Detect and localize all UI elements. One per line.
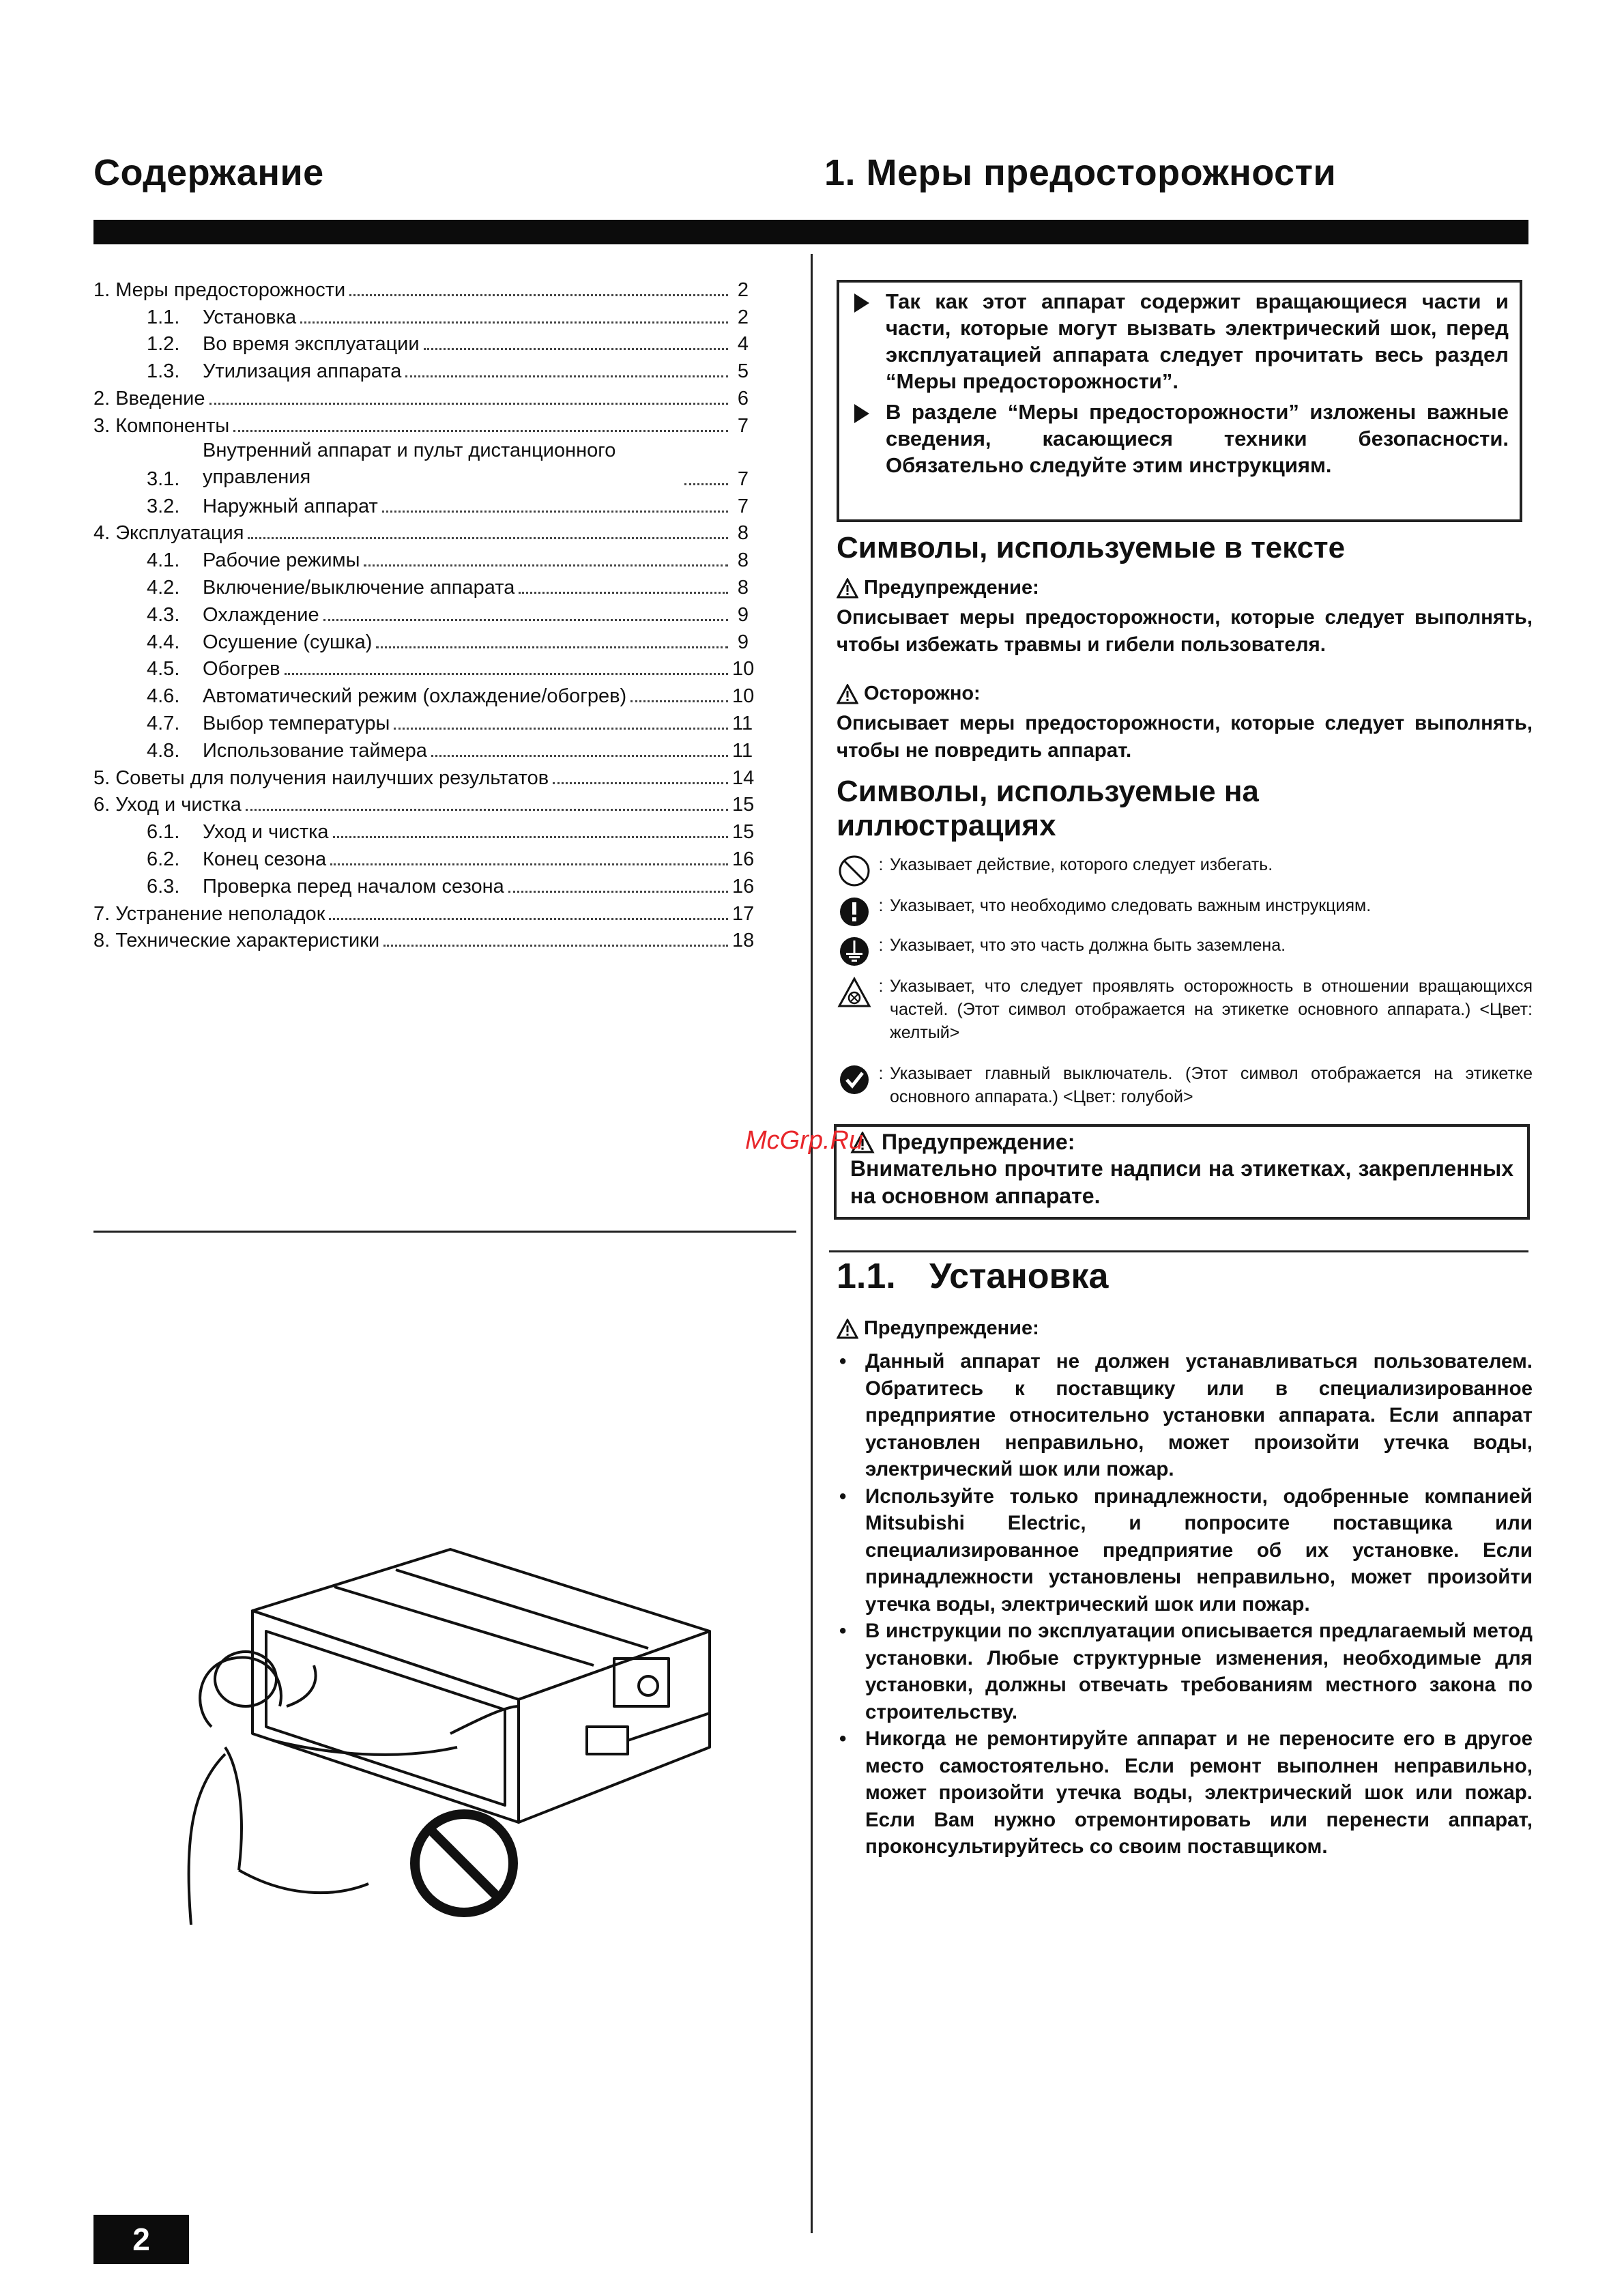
toc-number: 3.2. — [147, 495, 180, 517]
contents-title: Содержание — [93, 152, 324, 193]
toc-entry — [93, 680, 755, 708]
symbol-row: : Указывает, что необходимо следовать важным инструкциям. — [837, 894, 1533, 930]
toc-leader — [349, 294, 728, 296]
caution-icon — [837, 684, 858, 704]
toc-entry — [93, 383, 749, 410]
toc-entry — [93, 925, 755, 953]
toc-entry — [93, 491, 749, 518]
toc-number: 1. — [93, 278, 111, 301]
toc-entry — [93, 437, 749, 491]
toc-entry — [93, 735, 753, 762]
toc-title: Использование таймера — [203, 739, 427, 762]
toc-title: Охлаждение — [203, 603, 319, 626]
main-switch-icon — [837, 1062, 872, 1097]
toc-title: Компоненты — [115, 414, 230, 437]
toc-title: Уход и чистка — [115, 794, 242, 816]
toc-page: 7 — [737, 414, 749, 437]
toc-number: 6. — [93, 794, 111, 816]
toc-title: Проверка перед началом сезона — [203, 875, 504, 898]
toc-page: 5 — [737, 360, 749, 383]
toc-entry — [93, 518, 749, 545]
toc-title: Наружный аппарат — [203, 495, 378, 517]
toc-entry — [93, 545, 749, 572]
warning-icon — [837, 578, 858, 599]
toc-title: Советы для получения наилучших результатов — [115, 766, 549, 789]
toc-entry — [93, 790, 755, 817]
toc-page: 17 — [732, 902, 755, 925]
toc-number: 4.2. — [147, 576, 180, 599]
toc-number: 7. — [93, 902, 111, 925]
list-item: • Используйте только принадлежности, одобренные компанией Mitsubishi Electric, и попросите поставщика или специализированное предприятие об их установке. Если принадлежности установлены неправильно, может произойти утечка воды, электрический шок или пожар. — [839, 1484, 1533, 1616]
toc-title: Рабочие режимы — [203, 549, 360, 572]
toc-number: 4.8. — [147, 739, 180, 762]
arrow-icon — [854, 293, 869, 313]
toc-title: Включение/выключение аппарата — [203, 576, 515, 599]
toc-leader — [364, 564, 728, 566]
toc-page: 8 — [737, 576, 749, 599]
symbol-row: : Указывает, что это часть должна быть заземлена. — [837, 934, 1533, 969]
toc-leader — [233, 430, 728, 432]
section-title: 1. Меры предосторожности — [824, 152, 1337, 193]
toc-page: 10 — [732, 685, 755, 708]
toc-title: Уход и чистка — [203, 821, 329, 844]
mandatory-icon — [837, 894, 872, 930]
toc-number: 3.1. — [147, 468, 180, 490]
toc-entry — [93, 302, 749, 329]
toc-page: 11 — [732, 739, 753, 762]
watermark: McGrp.Ru — [745, 1126, 864, 1155]
toc-entry — [93, 599, 749, 627]
warning-icon — [837, 1319, 858, 1339]
toc-page: 16 — [732, 848, 755, 870]
intro-item: Так как этот аппарат содержит вращающиеся части и части, которые могут вызвать электрический шок, перед эксплуатацией аппарата следует прочитать весь раздел “Меры предосторожности”. — [850, 288, 1509, 394]
prohibited-icon — [415, 1814, 513, 1912]
toc-page: 18 — [732, 930, 755, 952]
toc-number: 8. — [93, 930, 111, 952]
intro-warning-box — [837, 280, 1522, 522]
toc-leader — [333, 836, 728, 838]
symbol-row: : Указывает главный выключатель. (Этот символ отображается на этикетке основного аппарата.) <Цвет: голубой> — [837, 1062, 1533, 1108]
toc-entry — [93, 572, 749, 599]
toc-number: 1.2. — [147, 333, 180, 356]
toc-entry — [93, 871, 755, 898]
toc-number: 5. — [93, 766, 111, 789]
symbol-row: : Указывает, что следует проявлять осторожность в отношении вращающихся частей. (Этот символ отображается на этикетке основного аппарата.) <Цвет: желтый> — [837, 975, 1533, 1044]
page-number: 2 — [93, 2215, 189, 2264]
toc-number: 4.3. — [147, 603, 180, 626]
prohibited-icon — [837, 853, 872, 889]
toc-leader — [329, 918, 728, 920]
toc-entry — [93, 356, 749, 383]
toc-entry — [93, 274, 749, 302]
toc-number: 4.7. — [147, 712, 180, 734]
toc-leader — [376, 646, 728, 648]
toc-page: 2 — [737, 278, 749, 301]
toc-title: Осушение (сушка) — [203, 631, 373, 653]
toc-number: 1.3. — [147, 360, 180, 383]
toc-number: 1.1. — [147, 306, 180, 328]
toc-title: Обогрев — [203, 658, 280, 680]
toc-leader — [246, 809, 728, 811]
toc-leader — [382, 511, 728, 513]
toc-title: Меры предосторожности — [115, 278, 346, 301]
toc-number: 3. — [93, 414, 111, 437]
toc-number: 4.6. — [147, 685, 180, 708]
toc-entry — [93, 708, 753, 735]
toc-leader — [248, 537, 728, 539]
toc-title: Во время эксплуатации — [203, 333, 420, 356]
toc-leader — [519, 592, 728, 594]
toc-leader — [553, 782, 728, 784]
label-warning-box — [834, 1124, 1530, 1220]
toc-page: 15 — [732, 794, 755, 816]
caution-label: Осторожно: — [837, 683, 981, 705]
text-symbols-title: Символы, используемые в тексте — [837, 531, 1346, 564]
toc-page: 10 — [732, 658, 755, 680]
toc-page: 11 — [732, 712, 753, 734]
toc-title: Эксплуатация — [115, 522, 244, 545]
toc-page: 2 — [737, 306, 749, 328]
toc-entry — [93, 329, 749, 356]
label-box-text: Внимательно прочтите надписи на этикетках, закрепленных на основном аппарате. — [850, 1156, 1513, 1208]
toc-entry — [93, 654, 755, 681]
table-of-contents — [93, 274, 755, 952]
toc-leader — [323, 619, 728, 621]
toc-title: Устранение неполадок — [115, 902, 325, 925]
toc-leader — [300, 321, 728, 324]
caution-description: Описывает меры предосторожности, которые следует выполнять, чтобы не повредить аппарат. — [837, 712, 1533, 762]
toc-title: Технические характеристики — [115, 930, 380, 952]
toc-title: Автоматический режим (охлаждение/обогрев) — [203, 685, 627, 708]
toc-entry — [93, 762, 755, 790]
toc-page: 14 — [732, 766, 755, 789]
list-item: • Никогда не ремонтируйте аппарат и не переносите его в другое место самостоятельно. Если ремонт выполнен неправильно, может произойти утечка воды, электрический шок или пожар. Если Вам нужно отремонтировать или перенести аппарат, проконсультируйтесь со своим поставщиком. — [839, 1727, 1533, 1858]
toc-leader — [405, 375, 728, 377]
toc-number: 6.1. — [147, 821, 180, 844]
toc-leader — [424, 348, 728, 350]
toc-entry — [93, 898, 755, 925]
toc-leader — [508, 891, 728, 893]
toc-page: 8 — [737, 549, 749, 572]
toc-number: 6.2. — [147, 848, 180, 870]
toc-title: Выбор температуры — [203, 712, 390, 734]
toc-title: Установка — [203, 306, 297, 328]
toc-number: 4.5. — [147, 658, 180, 680]
installation-bullets — [837, 1348, 1533, 1861]
toc-leader — [630, 700, 728, 702]
list-item: • В инструкции по эксплуатации описывается предлагаемый метод установки. Любые структурные изменения, необходимые для установки, должны отвечать требованиям местного закона по строительству. — [839, 1620, 1533, 1723]
toc-page: 9 — [737, 631, 749, 653]
toc-leader — [684, 483, 728, 485]
toc-number: 4.1. — [147, 549, 180, 572]
intro-item: В разделе “Меры предосторожности” изложены важные сведения, касающиеся техники безопасности. Обязательно следуйте этим инструкциям. — [850, 399, 1509, 478]
ground-icon — [837, 934, 872, 969]
toc-number: 4. — [93, 522, 111, 545]
toc-entry — [93, 844, 755, 871]
column-divider — [811, 254, 813, 2233]
toc-page: 6 — [737, 387, 749, 410]
toc-page: 7 — [737, 495, 749, 517]
toc-title: Конец сезона — [203, 848, 327, 870]
toc-entry — [93, 816, 755, 844]
symbol-row: : Указывает действие, которого следует избегать. — [837, 853, 1533, 889]
toc-page: 4 — [737, 333, 749, 356]
left-divider — [93, 1231, 796, 1233]
toc-leader — [330, 863, 728, 865]
toc-title: Внутренний аппарат и пульт дистанционного управления — [203, 439, 616, 488]
toc-leader — [209, 403, 729, 405]
list-item: • Данный аппарат не должен устанавливаться пользователем. Обратитесь к поставщику или в специализированное предприятие относительно установки аппарата. Если аппарат установлен неправильно, может произойти утечка воды, электрический шок или пожар. — [839, 1350, 1533, 1480]
illustration-symbols-title: Символы, используемые на иллюстрациях — [837, 775, 1259, 842]
top-rule — [93, 220, 1528, 244]
toc-number: 4.4. — [147, 631, 180, 653]
rotating-parts-icon — [837, 975, 872, 1010]
toc-page: 15 — [732, 821, 755, 844]
toc-title: Утилизация аппарата — [203, 360, 402, 383]
toc-entry — [93, 410, 749, 437]
label-box-heading: Предупреждение: — [850, 1130, 1513, 1155]
toc-title: Введение — [115, 387, 205, 410]
section-heading: 1.1. Установка — [837, 1257, 1109, 1296]
toc-number: 2. — [93, 387, 111, 410]
toc-page: 9 — [737, 603, 749, 626]
toc-page: 16 — [732, 875, 755, 898]
section-warning-label: Предупреждение: — [837, 1317, 1039, 1340]
arrow-icon — [854, 404, 869, 423]
toc-leader — [431, 755, 728, 757]
warning-description: Описывает меры предосторожности, которые следует выполнять, чтобы избежать травмы и гибели пользователя. — [837, 606, 1533, 656]
toc-leader — [394, 728, 728, 730]
warning-label: Предупреждение: — [837, 577, 1039, 599]
toc-number: 6.3. — [147, 875, 180, 898]
toc-leader — [285, 673, 728, 675]
toc-leader — [383, 945, 728, 947]
toc-page: 7 — [737, 468, 749, 490]
installation-illustration — [109, 1461, 785, 1979]
toc-entry — [93, 627, 749, 654]
toc-page: 8 — [737, 522, 749, 545]
